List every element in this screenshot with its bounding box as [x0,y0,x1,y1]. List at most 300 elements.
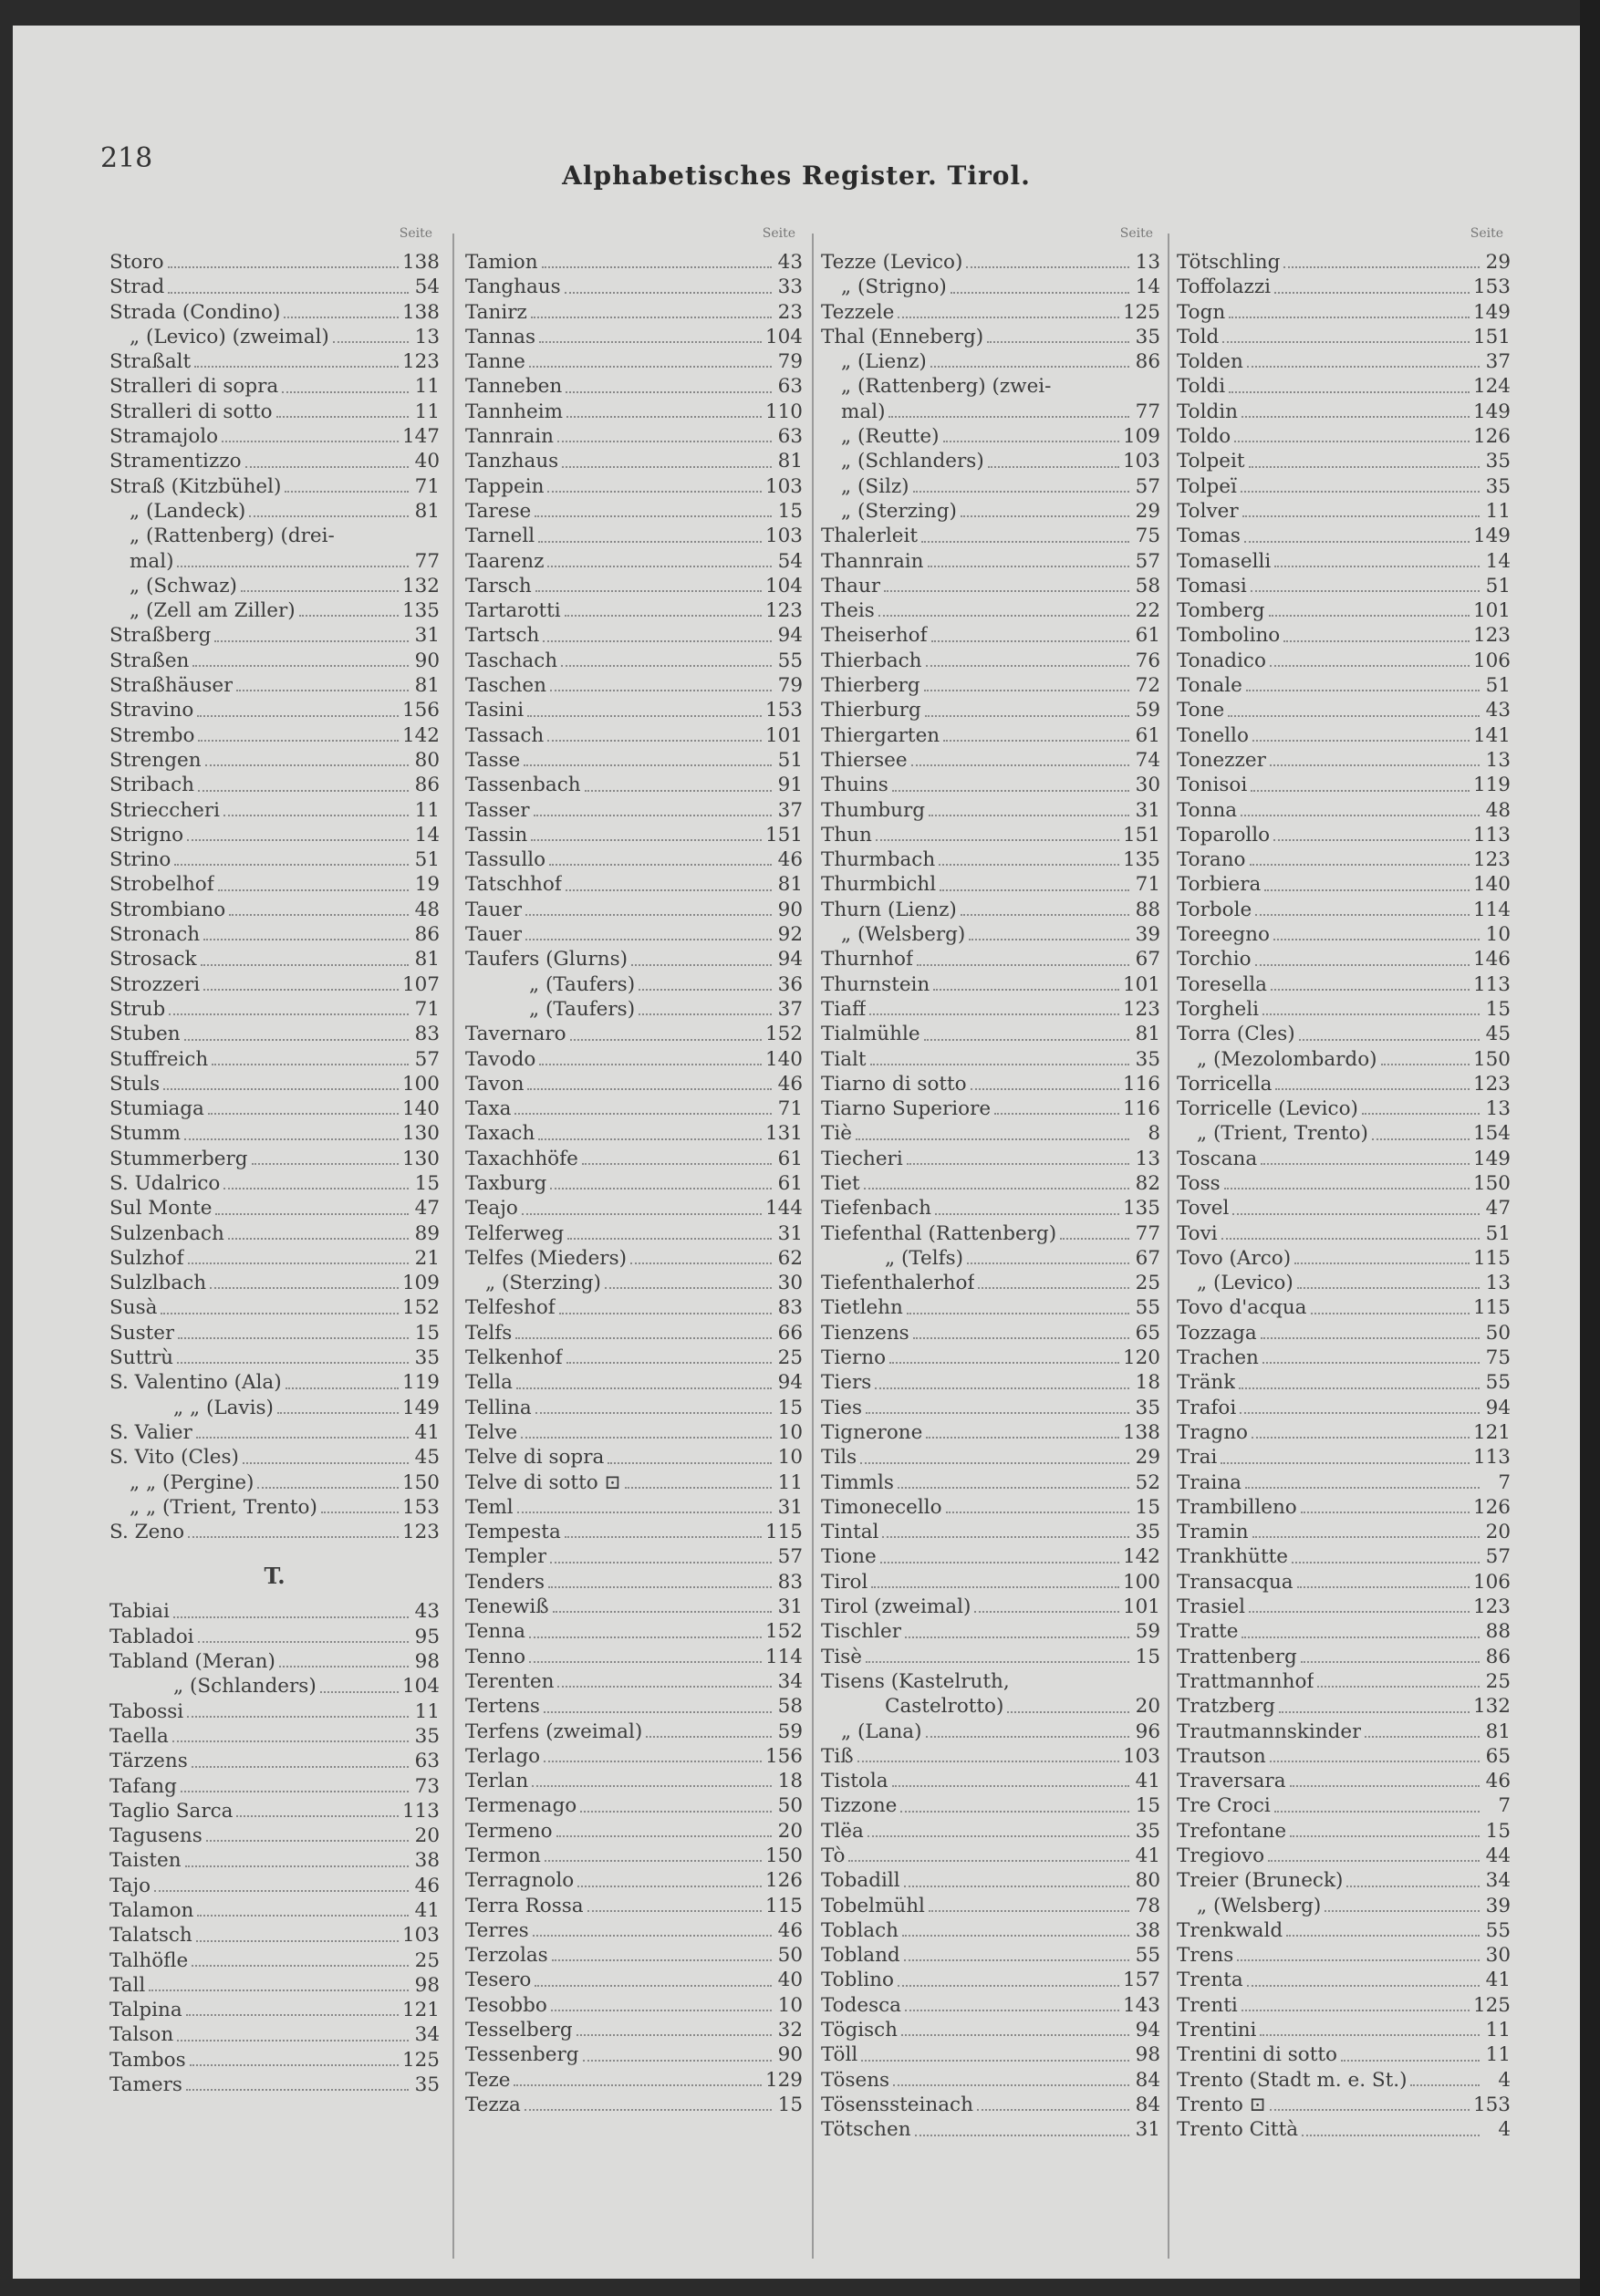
page-ref: 67 [1135,948,1160,971]
page-ref: 104 [764,574,803,597]
index-entry [1177,1645,1511,1669]
place-name: Tannheim [465,400,564,423]
page-ref: 34 [414,2023,440,2047]
index-entry [465,1196,803,1221]
page-ref: 30 [1485,1944,1511,1968]
index-entry [821,2042,1160,2067]
place-name: Stramajolo [109,425,219,449]
page-ref: 37 [777,798,803,822]
index-entry [465,1147,803,1171]
page-ref: 55 [1135,1944,1160,1968]
dot-leader [1279,1711,1470,1713]
dot-leader [562,466,772,468]
index-entry [821,1246,1160,1271]
page-ref: 149 [401,1396,440,1419]
index-entry [821,1619,1160,1644]
dot-leader [1261,1337,1480,1339]
dot-leader [243,1462,409,1464]
page-ref: 124 [1472,375,1511,399]
page-ref: 15 [1485,997,1511,1021]
index-entry [465,1645,803,1669]
page-ref: 14 [414,823,440,847]
index-entry [1177,449,1511,473]
page-ref: 78 [1135,1894,1160,1917]
place-name: Suttrù [109,1346,173,1370]
dot-leader [529,366,772,368]
index-entry [821,847,1160,872]
page-ref: 54 [414,275,440,299]
place-name: Tassullo [465,848,546,872]
place-name: Taschen [465,674,546,698]
dot-leader [236,1815,398,1817]
page-ref: 149 [1472,400,1511,423]
page-ref: 150 [1472,1047,1511,1071]
place-name: „ (Taufers) [529,997,636,1021]
page-ref: 72 [1135,674,1160,698]
place-name: Strieccheri [109,798,221,822]
place-name: Tassach [465,723,545,747]
page-ref: 13 [414,325,440,348]
index-entry [465,1769,803,1793]
place-name: Talson [109,2023,174,2047]
index-entry [1177,2093,1511,2117]
index-entry [1177,2117,1511,2142]
place-name: Tarnell [465,525,535,548]
index-entry [1177,1793,1511,1818]
place-name: Tärzens [109,1750,188,1773]
place-name: Tessenberg [465,2043,579,2067]
page-ref: 31 [777,1595,803,1619]
place-name: Strengen [109,748,202,772]
place-name: Tramin [1177,1521,1249,1544]
page-ref: 116 [1122,1072,1160,1096]
page-ref: 131 [764,1122,803,1146]
place-name: Talhöfle [109,1948,189,1972]
index-entry [1177,1147,1511,1171]
place-name: Trens [1177,1944,1234,1968]
page-ref: 51 [777,748,803,772]
page-ref: 140 [764,1047,803,1071]
index-entry [1177,1196,1511,1221]
dot-leader [521,1437,772,1439]
index-entry [465,723,803,748]
place-name: Thurnstein [821,972,930,996]
index-entry [821,1096,1160,1121]
page-ref: 11 [414,400,440,423]
dot-leader [882,1536,1129,1538]
dot-leader [878,615,1129,617]
index-entry [821,1445,1160,1470]
place-name: „ (Lienz) [841,350,927,374]
page-ref: 71 [414,997,440,1021]
index-entry [1177,1396,1511,1420]
page-ref: 90 [777,898,803,921]
dot-leader [276,416,409,418]
place-name: „ (Zell am Ziller) [130,599,296,623]
index-entry [109,649,440,673]
index-entry [1177,1445,1511,1470]
place-name: Telfeshof [465,1296,556,1320]
dot-leader [929,1910,1129,1912]
place-name: Teml [465,1495,514,1519]
place-name: Traversara [1177,1770,1286,1793]
dot-leader [966,266,1129,268]
dot-leader [926,1437,1119,1439]
dot-leader [1242,2010,1470,2011]
place-name: Telve di sotto ⊡ [465,1470,621,1494]
page-ref: 152 [401,1296,440,1320]
dot-leader [177,1362,409,1364]
place-name: Tonale [1177,674,1242,698]
dot-leader [1229,391,1470,393]
dot-leader [856,1138,1129,1140]
dot-leader [203,989,399,991]
index-entry [821,424,1160,449]
place-name: Trento (Stadt m. e. St.) [1177,2068,1408,2092]
index-entry [109,1072,440,1096]
index-entry [465,1968,803,1992]
page-ref: 135 [1122,848,1160,872]
page-ref: 43 [777,251,803,274]
place-name: Tempesta [465,1521,561,1544]
page-ref: 35 [414,1346,440,1370]
page-ref: 94 [777,1371,803,1395]
dot-leader [535,515,772,517]
place-name: Tarese [465,499,532,523]
page-ref: 55 [1485,1371,1511,1395]
index-entry [465,1793,803,1818]
dot-leader [1251,790,1470,792]
place-name: Thuins [821,774,888,797]
page-ref: 37 [1485,350,1511,374]
page-ref: 119 [1472,774,1511,797]
page-ref: 113 [1472,823,1511,847]
index-entry [109,1749,440,1773]
dot-leader [172,1740,409,1742]
index-entry [109,2022,440,2047]
dot-leader [631,964,772,966]
dot-leader [987,341,1129,343]
dot-leader [1346,1886,1480,1887]
dot-leader [177,566,409,567]
index-entry [821,598,1160,623]
dot-leader [525,914,772,916]
page-ref: 101 [764,723,803,747]
page-ref: 141 [1472,723,1511,747]
dot-leader [904,1959,1129,1961]
place-name: Tassenbach [465,774,581,797]
index-entry [1177,872,1511,897]
index-entry [1177,1121,1511,1146]
index-entry [1177,972,1511,997]
page-ref: 114 [764,1645,803,1668]
page-ref: 62 [777,1246,803,1270]
place-name: Taglio Sarca [109,1799,234,1823]
page-ref: 157 [1122,1969,1160,1992]
page-ref: 59 [777,1719,803,1743]
index-entry [465,1669,803,1694]
index-entry [1177,1345,1511,1370]
page-ref: 153 [1472,275,1511,299]
dot-leader [252,1163,399,1165]
index-entry [109,1096,440,1121]
place-name: Tomasi [1177,574,1247,597]
dot-leader [565,292,772,294]
index-entry [1177,574,1511,598]
page-ref: 25 [1135,1272,1160,1295]
place-name: Tiefenbach [821,1197,931,1221]
place-name: Tall [109,1973,146,1997]
dot-leader [907,1313,1129,1314]
dot-leader [1290,1835,1480,1837]
place-name: Thumburg [821,798,926,822]
dot-leader [924,1039,1129,1041]
place-name: Tasse [465,748,521,772]
dot-leader [565,1536,762,1538]
index-entry [109,847,440,872]
dot-leader [286,1387,399,1389]
dot-leader [1252,740,1470,742]
page-ref: 156 [401,699,440,722]
index-entry [465,300,803,325]
page-ref: 65 [1485,1744,1511,1768]
index-entry [821,798,1160,823]
index-entry [821,1793,1160,1818]
index-entry [465,898,803,922]
place-name: Tintal [821,1521,879,1544]
place-name: Trautmannskinder [1177,1719,1362,1743]
place-name: Thurnhof [821,948,913,971]
place-name: Tione [821,1545,877,1569]
dot-leader [223,815,409,816]
index-entry [465,1271,803,1295]
index-entry [821,524,1160,548]
place-name: Susà [109,1296,158,1320]
place-name: Timonecello [821,1495,942,1519]
page-ref: 57 [1135,474,1160,498]
place-name: Tella [465,1371,513,1395]
index-entry [821,2093,1160,2117]
dot-leader [1241,491,1480,493]
index-entry [821,1396,1160,1420]
page-ref: 35 [414,2073,440,2097]
index-entry [109,325,440,349]
index-entry [109,673,440,698]
page-ref: 95 [414,1625,440,1648]
index-entry [109,1445,440,1470]
page-ref: 98 [414,1650,440,1674]
index-entry [821,1544,1160,1569]
dot-leader [1013,1686,1129,1688]
index-entry [465,374,803,399]
place-name: Thalerleit [821,525,918,548]
index-entry [109,300,440,325]
dot-leader [639,1013,772,1015]
page-ref: 86 [414,774,440,797]
place-name: S. Valier [109,1420,192,1444]
page-ref: 31 [414,624,440,648]
dot-leader [527,715,762,717]
index-entry [1177,400,1511,424]
dot-leader [905,2010,1119,2011]
dot-leader [516,1387,772,1389]
dot-leader [535,1412,772,1414]
index-entry [465,823,803,847]
place-name: Stralleri di sopra [109,375,279,399]
dot-leader [1297,1586,1470,1588]
page-ref: 113 [401,1799,440,1823]
place-name: „ (Lana) [841,1719,922,1743]
page-ref: 123 [1472,848,1511,872]
page-ref: 51 [1485,674,1511,698]
place-name: Sul Monte [109,1197,213,1221]
index-entry [821,449,1160,473]
index-entry [821,1495,1160,1520]
place-name: Straßalt [109,350,192,374]
place-name: „ (Welsberg) [841,923,966,947]
place-name: Tabland (Meran) [109,1650,275,1674]
dot-leader [531,317,772,318]
index-entry [821,898,1160,922]
place-name: Tlëa [821,1819,864,1843]
page-ref: 63 [777,375,803,399]
index-entry [465,872,803,897]
dot-leader [565,615,762,617]
place-name: Storo [109,251,164,274]
page-ref: 81 [414,499,440,523]
dot-leader [552,1959,772,1961]
place-name: Tassin [465,823,528,847]
place-name: Tränk [1177,1371,1236,1395]
place-name: Thannrain [821,549,924,573]
dot-leader [928,566,1129,567]
dot-leader [585,790,772,792]
page-ref: 55 [1485,1918,1511,1942]
index-entry [1177,424,1511,449]
index-entry [465,673,803,698]
dot-leader [514,1113,772,1115]
place-name: Thal (Enneberg) [821,325,984,348]
page-ref: 86 [414,923,440,947]
place-name: Treier (Bruneck) [1177,1869,1344,1893]
index-entry [109,1948,440,1973]
dot-leader [187,839,409,841]
index-entry [465,623,803,648]
page-ref: 125 [1122,300,1160,324]
place-name: Theis [821,599,875,623]
dot-leader [1270,764,1480,766]
dot-leader [875,1387,1129,1389]
place-name: Tovo d'acqua [1177,1296,1307,1320]
index-entry [821,673,1160,698]
dot-leader [967,1262,1129,1264]
index-entry [821,773,1160,797]
dot-leader [567,1238,772,1240]
dot-leader [582,1163,772,1165]
page-ref: 44 [1485,1844,1511,1867]
page-ref: 81 [1135,1023,1160,1046]
index-entry [109,1221,440,1246]
dot-leader [924,690,1129,691]
dot-leader [222,441,399,442]
place-name: Trambilleno [1177,1495,1297,1519]
index-entry [465,1321,803,1345]
page-ref: 61 [1135,624,1160,648]
page-ref: 86 [1485,1645,1511,1668]
place-name: Tappein [465,474,545,498]
page-ref: 30 [1135,774,1160,797]
place-name: Sulzenbach [109,1221,224,1245]
index-entry [821,823,1160,847]
page-ref: 15 [414,1321,440,1345]
dot-leader [898,1487,1129,1489]
place-name: Strad [109,275,165,299]
page-ref: 125 [401,2048,440,2072]
place-name: Telfs [465,1321,513,1345]
index-entry [1177,2042,1511,2067]
place-name: Strigno [109,823,184,847]
dot-leader [543,640,772,642]
place-name: Trachen [1177,1346,1259,1370]
page-ref: 150 [764,1844,803,1867]
dot-leader [978,1287,1129,1289]
place-name: Togn [1177,300,1226,324]
index-entry [821,1345,1160,1370]
place-name: „ „ (Trient, Trento) [130,1495,317,1519]
dot-leader [1299,1039,1480,1041]
dot-leader [898,1985,1119,1987]
place-name: Terlago [465,1744,541,1768]
place-name: Termenago [465,1794,577,1818]
place-name: Tajo [109,1874,151,1897]
page-ref: 103 [401,1924,440,1948]
place-name: Tezzele [821,300,895,324]
dot-leader [1261,1163,1470,1165]
page-ref: 37 [777,997,803,1021]
page-ref: 120 [1122,1346,1160,1370]
index-column-2 [465,226,803,2117]
place-name: Tezze (Levico) [821,251,963,274]
place-name: Toblach [821,1918,899,1942]
dot-leader [902,1935,1129,1937]
index-entry [1177,1221,1511,1246]
place-name: Taxach [465,1122,535,1146]
page-ref: 81 [414,948,440,971]
dot-leader [547,566,772,567]
dot-leader [529,1636,762,1638]
index-entry [821,997,1160,1022]
page-ref: 74 [1135,748,1160,772]
dot-leader [197,1915,409,1917]
index-entry [1177,1819,1511,1844]
dot-leader [977,2109,1129,2111]
index-entry [1177,1171,1511,1196]
page-ref: 66 [777,1321,803,1345]
index-entry [109,1121,440,1146]
place-name: Töll [821,2043,858,2067]
seite-header: Seite [1119,226,1153,241]
page-ref: 109 [1122,425,1160,449]
page-ref: 110 [764,400,803,423]
page-ref: 23 [777,300,803,324]
index-entry [109,1246,440,1271]
dot-leader [299,615,399,617]
place-name: Torano [1177,848,1246,872]
index-entry [1177,1744,1511,1769]
index-entry [109,1699,440,1724]
place-name: Tamion [465,251,538,274]
index-entry [1177,1072,1511,1096]
